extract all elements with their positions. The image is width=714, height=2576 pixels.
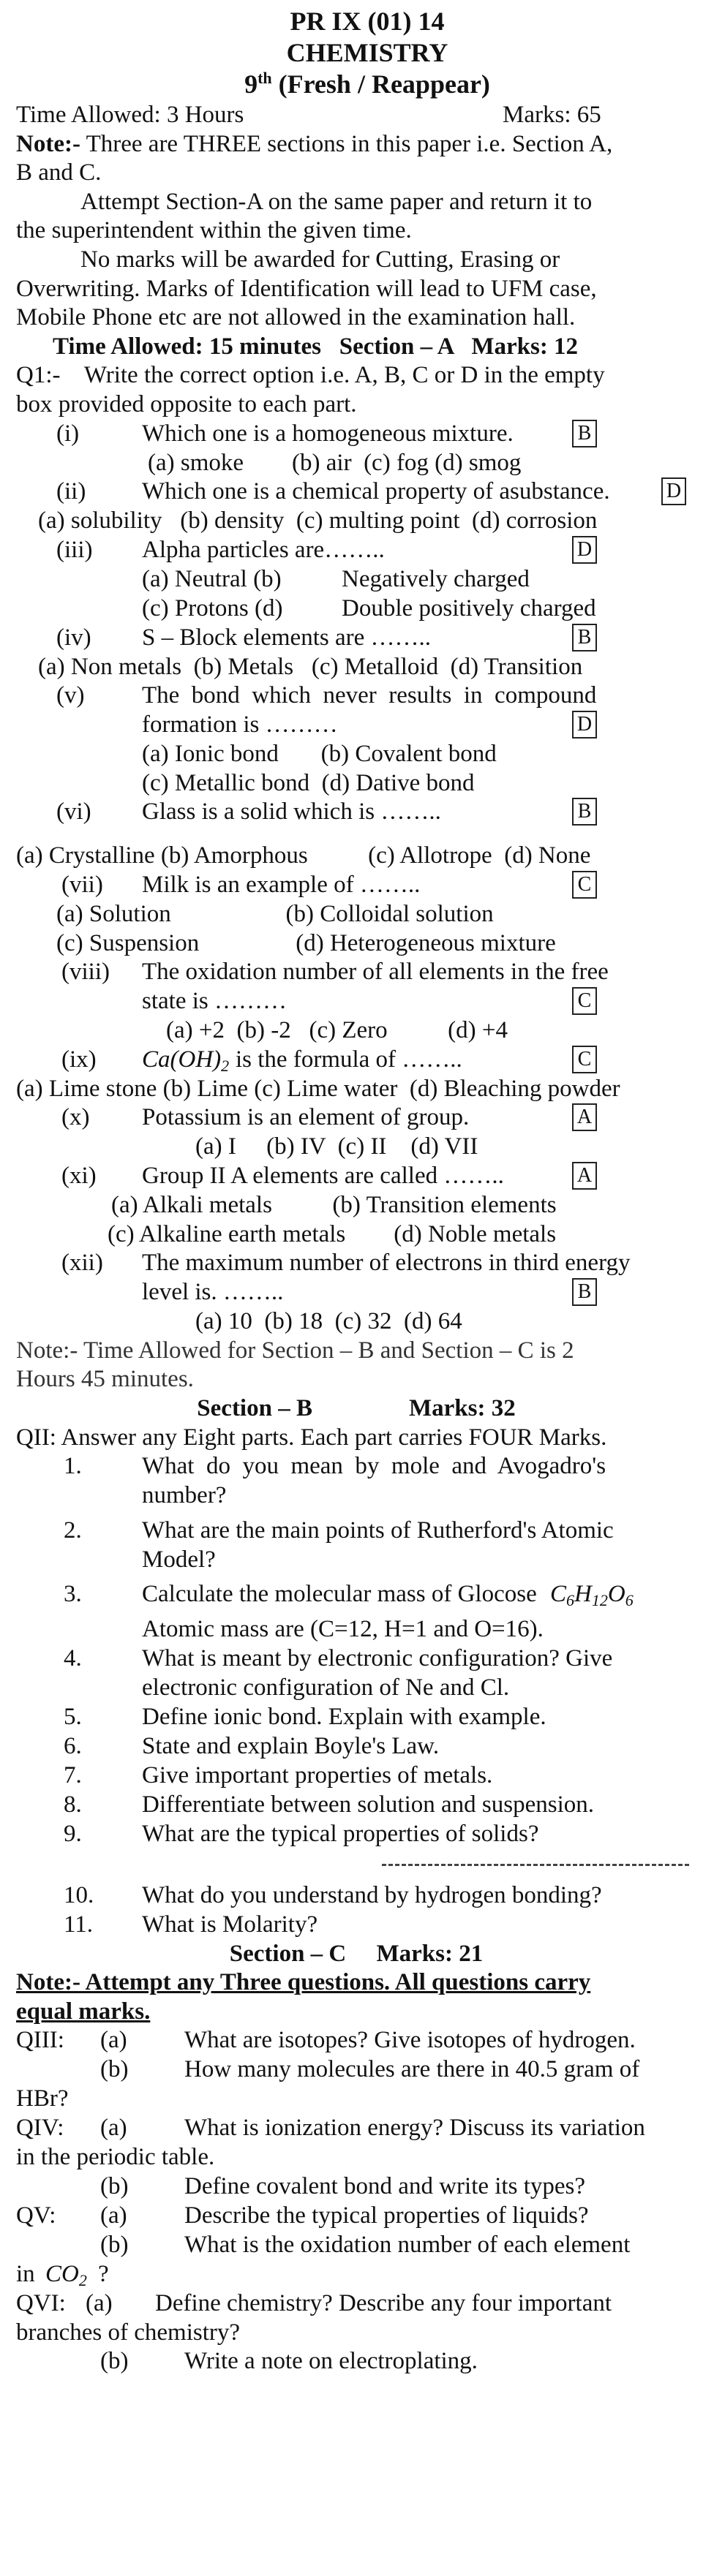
q-text-cont: electronic configuration of Ne and Cl. — [142, 1674, 510, 1701]
grade-line — [38, 69, 696, 100]
total-marks: Marks: 65 — [503, 101, 601, 128]
mcq-question: Group II A elements are called …….. — [142, 1163, 504, 1190]
grade-suffix: th — [258, 69, 272, 88]
q-text-cont: Atomic mass are (C=12, H=1 and O=16). — [142, 1616, 544, 1643]
formula-glucose — [550, 1580, 634, 1610]
answer-box: B — [572, 1278, 597, 1306]
section-b-header: Section – B Marks: 32 — [197, 1395, 516, 1421]
mcq-question-cont: state is ……… — [142, 988, 287, 1015]
long-q5a — [16, 2202, 696, 2231]
mcq-iii — [16, 536, 696, 565]
option-text: Negatively charged — [342, 565, 530, 592]
mcq-question: The oxidation number of all elements in the free — [142, 959, 609, 986]
short-q-5 — [16, 1703, 696, 1732]
mcq-number: (x) — [61, 1104, 90, 1131]
subject-title: CHEMISTRY — [286, 38, 448, 68]
formula-h: H — [574, 1581, 592, 1608]
section-c-header: Section – C Marks: 21 — [229, 1940, 484, 1967]
long-q4a — [16, 2114, 696, 2143]
note-3a: No marks will be awarded for Cutting, Erasing or — [80, 246, 560, 273]
formula-o: O — [607, 1581, 625, 1608]
q-label: QV: — [16, 2202, 56, 2229]
q-text: What is Molarity? — [142, 1911, 318, 1938]
exam-paper — [16, 6, 696, 2376]
note-1-text: Three are THREE sections in this paper i.e. Section A, — [86, 130, 613, 157]
short-q-2 — [16, 1516, 696, 1546]
mcq-options: (a) Alkali metals (b) Transition elements — [111, 1192, 557, 1219]
note-1-cont: B and C. — [16, 159, 102, 186]
q-text: State and explain Boyle's Law. — [142, 1732, 440, 1759]
mcq-question: Potassium is an element of group. — [142, 1104, 470, 1131]
q-number: 9. — [64, 1820, 82, 1847]
formula-subscript: 2 — [78, 2270, 87, 2289]
part-label: (b) — [100, 2231, 129, 2258]
answer-box: A — [572, 1162, 597, 1190]
long-q3a — [16, 2026, 696, 2055]
q-text: What do you mean by mole and Avogadro's — [142, 1453, 606, 1480]
long-q3b — [16, 2055, 696, 2085]
mcq-options: (c) Metallic bond (d) Dative bond — [142, 769, 475, 796]
time-note: Note:- Time Allowed for Section – B and Section – C is 2 — [16, 1337, 574, 1364]
mcq-number: (ix) — [61, 1046, 97, 1073]
formula-ca-oh2 — [142, 1046, 229, 1076]
time-note-cont: Hours 45 minutes. — [16, 1366, 194, 1393]
long-q4b — [16, 2172, 696, 2202]
mcq-options — [16, 565, 696, 594]
q-number: 4. — [64, 1644, 82, 1672]
q-number: 5. — [64, 1703, 82, 1730]
formula-c: C — [550, 1581, 567, 1608]
long-q5b-cont — [16, 2260, 696, 2289]
mcq-number: (ii) — [56, 478, 86, 505]
mcq-question: Milk is an example of …….. — [142, 872, 421, 899]
mcq-viii — [16, 958, 696, 987]
answer-box: D — [661, 477, 686, 505]
mcq-number: (vi) — [56, 798, 91, 826]
mcq-v-cont — [16, 711, 696, 740]
mcq-question: Alpha particles are…….. — [142, 536, 385, 563]
q-number: 11. — [64, 1911, 94, 1938]
answer-box: B — [572, 798, 597, 826]
mcq-question: S – Block elements are …….. — [142, 624, 432, 651]
q-text: What are isotopes? Give isotopes of hydrogen. — [184, 2027, 636, 2054]
section-c-note: Note:- Attempt any Three questions. All questions carry — [16, 1969, 591, 1996]
q-number: 10. — [64, 1881, 94, 1908]
mcq-viii-cont — [16, 987, 696, 1016]
q-text-cont: Model? — [142, 1546, 216, 1573]
mcq-vii — [16, 871, 696, 900]
formula-co2 — [45, 2260, 87, 2290]
mcq-options: (a) Lime stone (b) Lime (c) Lime water (d) Bleaching powder — [16, 1075, 620, 1102]
q-text-cont: number? — [142, 1482, 227, 1509]
mcq-number: (iii) — [56, 536, 93, 563]
long-q6b — [16, 2347, 696, 2376]
mcq-options: (a) smoke (b) air (c) fog (d) smog — [148, 449, 522, 476]
note-3b: Overwriting. Marks of Identification will lead to UFM case, — [16, 275, 597, 302]
q-text-cont: branches of chemistry? — [16, 2319, 241, 2346]
mcq-question: The maximum number of electrons in third energy — [142, 1250, 631, 1277]
mcq-ii — [16, 477, 696, 507]
section-c-note-cont: equal marks. — [16, 1998, 151, 2025]
grade-type: (Fresh / Reappear) — [278, 69, 490, 99]
section-a-header: Time Allowed: 15 minutes Section – A Marks: 12 — [53, 333, 579, 360]
mcq-number: (v) — [56, 682, 85, 709]
q-number: 3. — [64, 1581, 82, 1608]
q-label: QIII: — [16, 2027, 64, 2054]
mcq-vi — [16, 798, 696, 842]
q-number: 1. — [64, 1453, 82, 1480]
mcq-xi — [16, 1162, 696, 1191]
q-text-cont: HBr? — [16, 2085, 69, 2112]
q-text: What are the main points of Rutherford's Atomic — [142, 1516, 614, 1544]
answer-box: A — [572, 1103, 597, 1131]
mcq-options — [16, 594, 696, 624]
note-1 — [16, 130, 696, 159]
q-label: QVI: — [16, 2289, 66, 2316]
short-q-6 — [16, 1732, 696, 1761]
mcq-number: (iv) — [56, 624, 91, 651]
note-label: Note:- — [16, 130, 80, 157]
q-text-cont: in — [16, 2260, 35, 2287]
short-q-1 — [16, 1452, 696, 1481]
q-text: How many molecules are there in 40.5 gram of — [184, 2056, 640, 2083]
mcq-xii-cont — [16, 1278, 696, 1307]
q1-instruction: Q1:- Write the correct option i.e. A, B, C or D in the empty — [16, 362, 605, 389]
mcq-number: (xii) — [61, 1250, 103, 1277]
option-text: Double positively charged — [342, 594, 596, 622]
time-marks-line — [16, 101, 696, 130]
part-label: (a) — [100, 2202, 127, 2229]
short-q-9 — [16, 1820, 696, 1849]
mcq-options: (a) solubility (b) density (c) multing point (d) corrosion — [38, 507, 598, 535]
formula-sub: 6 — [625, 1591, 634, 1610]
mcq-i — [16, 420, 696, 449]
part-label: (b) — [100, 2056, 129, 2083]
answer-box: B — [572, 420, 597, 447]
q-number: 8. — [64, 1791, 82, 1818]
mcq-question: Which one is a chemical property of asubstance. — [142, 478, 610, 505]
mcq-options: (c) Suspension (d) Heterogeneous mixture — [56, 929, 556, 956]
short-q-4 — [16, 1644, 696, 1674]
mcq-number: (xi) — [61, 1163, 97, 1190]
mcq-ix — [16, 1046, 696, 1075]
answer-box: B — [572, 624, 597, 651]
long-q5b — [16, 2231, 696, 2260]
mcq-number: (i) — [56, 420, 80, 447]
formula-base: Ca(OH) — [142, 1046, 222, 1073]
q-text: Calculate the molecular mass of Glocose — [142, 1581, 537, 1608]
mcq-options: (a) Non metals (b) Metals (c) Metalloid (d) Transition — [38, 653, 583, 680]
part-label: (a) — [100, 2114, 127, 2141]
q-text: What do you understand by hydrogen bonding? — [142, 1881, 602, 1908]
q-text: Define ionic bond. Explain with example. — [142, 1703, 546, 1730]
separator-line — [16, 1849, 696, 1881]
mcq-question: Which one is a homogeneous mixture. — [142, 420, 514, 447]
note-2a: Attempt Section-A on the same paper and return it to — [80, 188, 593, 215]
long-q6a — [16, 2289, 696, 2319]
short-q-10 — [16, 1881, 696, 1911]
short-q-3 — [16, 1580, 696, 1609]
mcq-options: (a) 10 (b) 18 (c) 32 (d) 64 — [195, 1308, 462, 1335]
answer-box: C — [572, 871, 597, 899]
q-text: Give important properties of metals. — [142, 1761, 493, 1789]
mcq-question-cont: formation is ……… — [142, 711, 338, 739]
paper-code: PR IX (01) 14 — [290, 7, 445, 36]
q-text-cont: in the periodic table. — [16, 2143, 215, 2170]
mcq-number: (vii) — [61, 872, 103, 899]
note-3c: Mobile Phone etc are not allowed in the examination hall. — [16, 304, 576, 331]
mcq-options: (a) I (b) IV (c) II (d) VII — [195, 1133, 478, 1160]
q-text: Describe the typical properties of liquids? — [184, 2202, 589, 2229]
short-q-8 — [16, 1791, 696, 1820]
q-number: 2. — [64, 1516, 82, 1544]
answer-box: D — [572, 536, 597, 564]
q-text: What is the oxidation number of each element — [184, 2231, 631, 2258]
mcq-iv — [16, 624, 696, 653]
mcq-options: (a) +2 (b) -2 (c) Zero (d) +4 — [166, 1017, 508, 1044]
q-label: QIV: — [16, 2114, 64, 2141]
mcq-question-cont: level is. …….. — [142, 1279, 284, 1306]
answer-box: C — [572, 987, 597, 1015]
part-label: (b) — [100, 2348, 129, 2375]
q-number: 6. — [64, 1732, 82, 1759]
option-pair: (c) Protons (d) — [142, 594, 283, 622]
formula-sub: 6 — [566, 1591, 575, 1610]
part-label: (a) — [100, 2027, 127, 2054]
short-q-7 — [16, 1761, 696, 1791]
q-number: 7. — [64, 1761, 82, 1789]
mcq-options: (c) Alkaline earth metals (d) Noble metals — [108, 1220, 557, 1247]
option-pair: (a) Neutral (b) — [142, 565, 282, 592]
q-text: What is meant by electronic configuration? Give — [142, 1644, 613, 1672]
q-text: Differentiate between solution and suspension. — [142, 1791, 594, 1818]
mcq-x — [16, 1103, 696, 1133]
q-text: What are the typical properties of solids? — [142, 1820, 539, 1847]
grade-number: 9 — [244, 69, 258, 99]
short-q-11 — [16, 1911, 696, 1940]
dashed-separator — [382, 1864, 689, 1866]
mcq-options: (a) Solution (b) Colloidal solution — [56, 901, 494, 928]
formula-subscript: 2 — [221, 1056, 230, 1075]
question-mark: ? — [98, 2260, 109, 2287]
q2-instruction: QII: Answer any Eight parts. Each part carries FOUR Marks. — [16, 1424, 607, 1451]
mcq-xii — [16, 1249, 696, 1278]
q-text: Write a note on electroplating. — [184, 2348, 478, 2375]
mcq-question: The bond which never results in compound — [142, 682, 597, 709]
note-2b: the superintendent within the given time. — [16, 217, 412, 244]
mcq-number: (viii) — [61, 959, 110, 986]
q1-instruction-cont: box provided opposite to each part. — [16, 390, 357, 418]
formula-sub: 12 — [591, 1591, 608, 1610]
mcq-question: is the formula of …….. — [236, 1046, 462, 1073]
part-label: (b) — [100, 2172, 129, 2199]
mcq-question: Glass is a solid which is …….. — [142, 798, 441, 826]
mcq-options: (a) Ionic bond (b) Covalent bond — [142, 741, 497, 768]
formula-base: CO — [45, 2260, 79, 2287]
q-text: Define chemistry? Describe any four important — [155, 2289, 612, 2316]
answer-box: D — [572, 711, 597, 739]
mcq-v — [16, 681, 696, 711]
answer-box: C — [572, 1046, 597, 1073]
q-text: What is ionization energy? Discuss its variation — [184, 2114, 645, 2141]
q-text: Define covalent bond and write its types? — [184, 2172, 585, 2199]
mcq-options: (a) Crystalline (b) Amorphous (c) Allotrope (d) None — [16, 842, 591, 869]
time-allowed: Time Allowed: 3 Hours — [16, 101, 244, 128]
part-label: (a) — [86, 2289, 113, 2316]
